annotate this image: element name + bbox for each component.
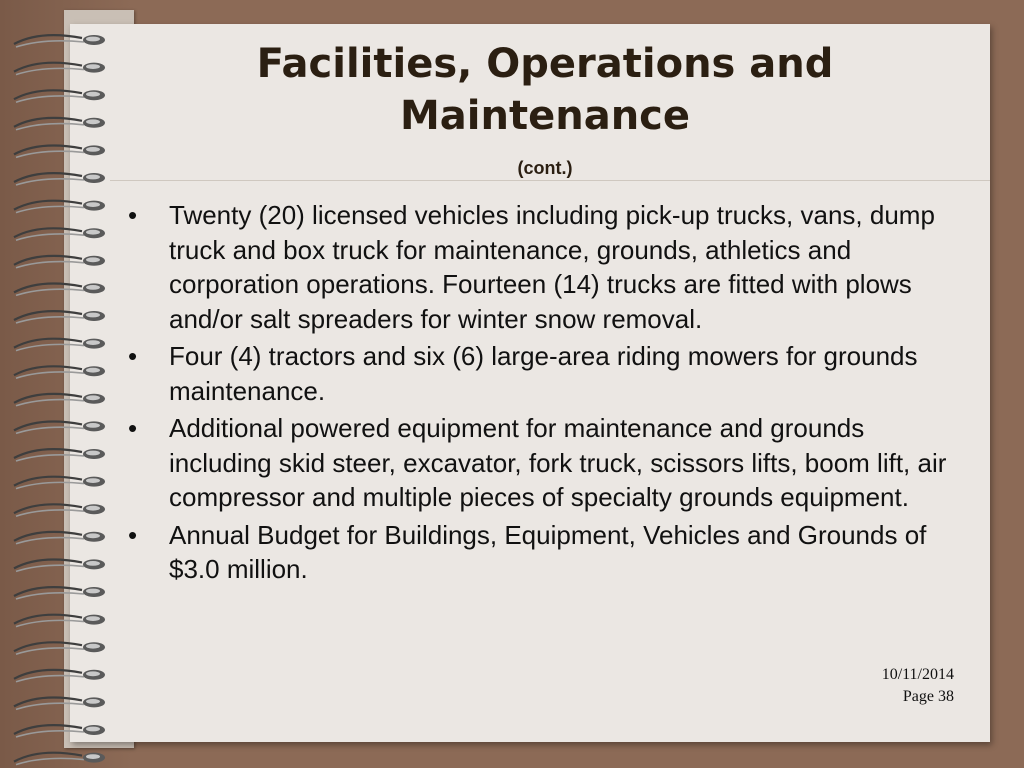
slide-title: Facilities, Operations and Maintenance <box>256 41 834 139</box>
slide-subtitle: (cont.) <box>517 158 573 178</box>
bullet-item <box>128 339 958 408</box>
bullet-text: Twenty (20) licensed vehicles including pick-up trucks, vans, dump truck and box truck for maintenance, grounds, athletics and corporation operations. Fourteen (14) trucks are fitted with plows and/or salt spreaders for winter snow removal. <box>169 200 935 334</box>
bullet-marker: • <box>128 341 138 371</box>
bullet-marker: • <box>128 413 138 443</box>
bullet-text: Additional powered equipment for maintenance and grounds including skid steer, excavator, fork truck, scissors lifts, boom lift, air compressor and multiple pieces of specialty grounds equipment. <box>169 413 947 512</box>
bullet-item <box>128 411 958 515</box>
bullet-item <box>128 198 958 336</box>
page-number: Page 38 <box>902 688 954 705</box>
slide-footer <box>882 664 954 708</box>
bullet-text: Four (4) tractors and six (6) large-area riding mowers for grounds maintenance. <box>169 341 918 406</box>
bullet-item <box>128 518 958 587</box>
bullet-marker: • <box>128 200 138 230</box>
bullet-list <box>128 198 958 590</box>
bullet-text: Annual Budget for Buildings, Equipment, Vehicles and Grounds of $3.0 million. <box>169 519 927 584</box>
bullet-marker: • <box>128 519 138 550</box>
title-divider <box>110 180 990 181</box>
footer-date: 10/11/2014 <box>881 666 954 683</box>
